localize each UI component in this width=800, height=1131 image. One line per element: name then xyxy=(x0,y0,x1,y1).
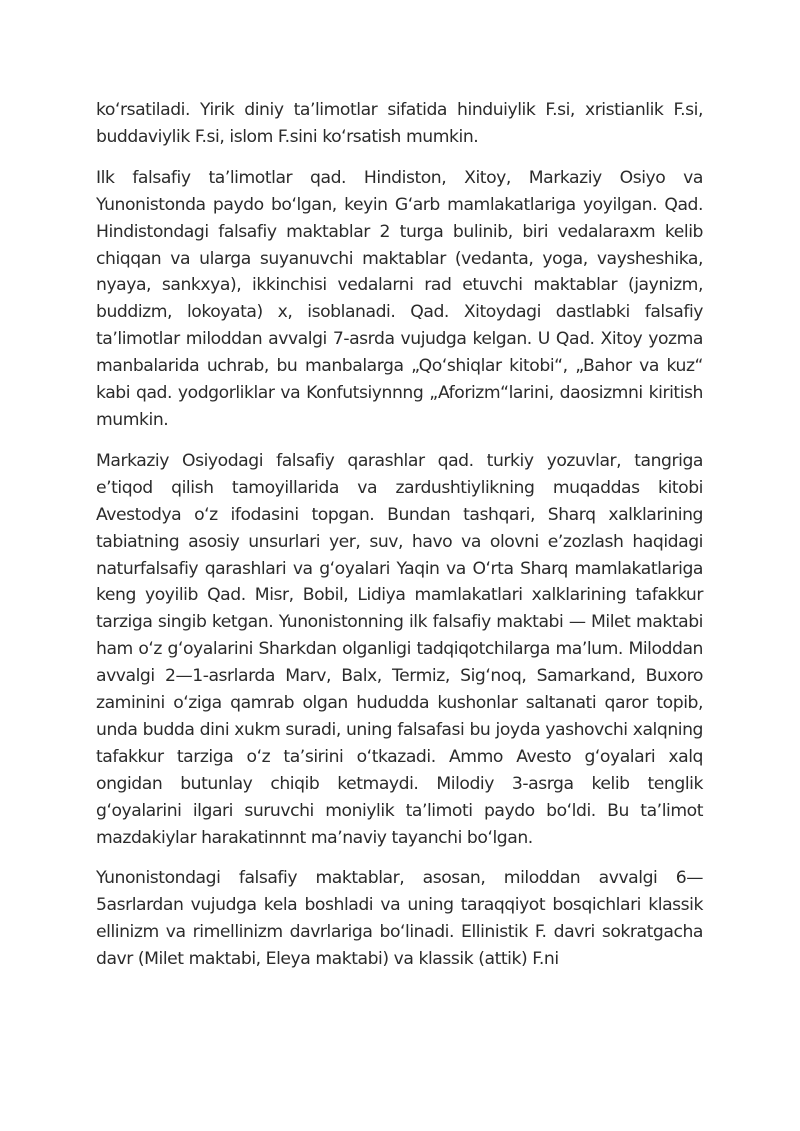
document-body xyxy=(96,97,703,987)
paragraph-3: Markaziy Osiyodagi falsafiy qarashlar qad. turkiy yozuvlar, tangriga eʼtiqod qilish tamoyillarida va zardushtiylikning muqaddas kitobi Avestodya oʻz ifodasini topgan. Bundan tashqari, Sharq xalklarining tabiatning asosiy unsurlari yer, suv, havo va olovni eʼzozlash haqidagi naturfalsafiy qarashlari va gʻoyalari Yaqin va Oʻrta Sharq mamlakatlariga keng yoyilib Qad. Misr, Bobil, Lidiya mamlakatlari xalklarining tafakkur tarziga singib ketgan. Yunonistonning ilk falsafiy maktabi — Milet maktabi ham oʻz gʻoyalarini Sharkdan olganligi tadqiqotchilarga maʼlum. Miloddan avvalgi 2—1-asrlarda Marv, Balx, Termiz, Sigʻnoq, Samarkand, Buxoro zaminini oʻziga qamrab olgan hududda kushonlar saltanati qaror topib, unda budda dini xukm suradi, uning falsafasi bu joyda yashovchi xalqning tafakkur tarziga oʻz taʼsirini oʻtkazadi. Ammo Avesto gʻoyalari xalq ongidan butunlay chiqib ketmaydi. Milodiy 3-asrga kelib tenglik gʻoyalarini ilgari suruvchi moniylik taʼlimoti paydo boʻldi. Bu taʼlimot mazdakiylar harakatinnnt maʼnaviy tayanchi boʻlgan. xyxy=(96,450,703,848)
paragraph-1: koʻrsatiladi. Yirik diniy taʼlimotlar sifatida hinduiylik F.si, xristianlik F.si, buddaviylik F.si, islom F.sini koʻrsatish mumkin. xyxy=(96,100,703,147)
paragraph-4: Yunonistondagi falsafiy maktablar, asosan, miloddan avvalgi 6—5asrlardan vujudga kela boshladi va uning taraqqiyot bosqichlari klassik ellinizm va rimellinizm davrlariga boʻlinadi. Ellinistik F. davri sokratgacha davr (Milet maktabi, Eleya maktabi) va klassik (attik) F.ni xyxy=(96,868,703,970)
paragraph-2: Ilk falsafiy taʼlimotlar qad. Hindiston, Xitoy, Markaziy Osiyo va Yunonistonda paydo boʻlgan, keyin Gʻarb mamlakatlariga yoyilgan. Qad. Hindistondagi falsafiy maktablar 2 turga bulinib, biri vedalaraxm kelib chiqqan va ularga suyanuvchi maktablar (vedanta, yoga, vaysheshika, nyaya, sankxya), ikkinchisi vedalarni rad etuvchi maktablar (jaynizm, buddizm, lokoyata) x, isoblanadi. Qad. Xitoydagi dastlabki falsafiy taʼlimotlar miloddan avvalgi 7-asrda vujudga kelgan. U Qad. Xitoy yozma manbalarida uchrab, bu manbalarga „Qoʻshiqlar kitobi“, „Bahor va kuz“ kabi qad. yodgorliklar va Konfutsiynnng „Aforizm“larini, daosizmni kiritish mumkin. xyxy=(96,167,703,430)
